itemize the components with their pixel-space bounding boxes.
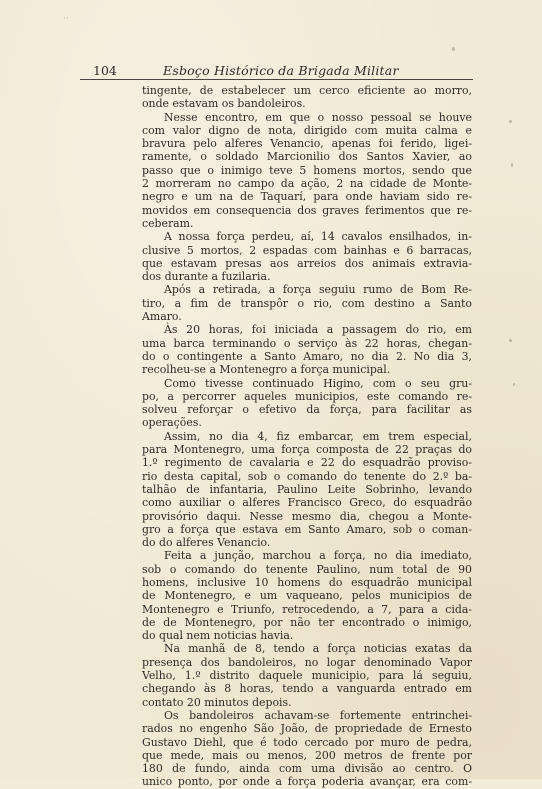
- text-line: ceberam.: [142, 216, 194, 230]
- text-line: que mede, mais ou menos, 200 metros de frente por: [142, 748, 472, 762]
- paper-blemish: ··: [63, 14, 69, 24]
- text-line: homens, inclusive 10 homens do esquadrão municipal: [142, 575, 472, 589]
- text-line: para Montenegro, uma força composta de 22 praças do: [142, 443, 472, 457]
- text-line: do o contingente a Santo Amaro, no dia 2. No dia 3,: [142, 349, 472, 363]
- text-line: onde estavam os bandoleiros.: [142, 97, 306, 111]
- text-line: uma barca terminando o serviço às 22 horas, chegan-: [142, 336, 472, 350]
- paper-speck: [509, 339, 512, 342]
- text-line: dos durante a fuzilaria.: [142, 270, 271, 284]
- text-line: Montenegro e Triunfo, retrocedendo, a 7, para a cida-: [142, 602, 472, 616]
- text-line: clusive 5 mortos, 2 espadas com bainhas e 6 barracas,: [142, 243, 472, 257]
- text-line: Amaro.: [142, 310, 182, 324]
- paragraph-first-line: Como tivesse continuado Higino, com o seu gru-: [164, 376, 472, 390]
- paragraph-first-line: Após a retirada, a força seguiu rumo de Bom Re-: [164, 283, 472, 297]
- paragraph-first-line: Às 20 horas, foi iniciada a passagem do rio, em: [164, 323, 472, 337]
- text-line: rados no engenho São João, de propriedade de Ernesto: [142, 722, 472, 736]
- text-line: do do alferes Venancio.: [142, 536, 271, 550]
- paragraph-first-line: Nesse encontro, em que o nosso pessoal se houve: [164, 110, 472, 124]
- page-header: [93, 63, 470, 79]
- text-line: 1.º regimento de cavalaria e 22 do esquadrão proviso-: [142, 456, 472, 470]
- text-line: do qual nem noticias havia.: [142, 629, 294, 643]
- text-line: de Montenegro, e um vaqueano, pelos municipios de: [142, 589, 472, 603]
- text-line: Gustavo Diehl, que é todo cercado por muro de pedra,: [142, 735, 472, 749]
- paragraph-first-line: A nossa força perdeu, aí, 14 cavalos ensilhados, in-: [164, 230, 472, 244]
- text-line: negro e um na de Taquarí, para onde haviam sido re-: [142, 190, 472, 204]
- text-line: talhão de infantaria, Paulino Leite Sobrinho, levando: [142, 482, 472, 496]
- text-line: como auxiliar o alferes Francisco Greco, do esquadrão: [142, 496, 472, 510]
- text-line: ramente, o soldado Marcionilio dos Santos Xavier, ao: [142, 150, 472, 164]
- text-line: bravura pelo alferes Venancio, apenas foi ferido, ligei-: [142, 137, 472, 151]
- text-line: sob o comando do tenente Paulino, num total de 90: [142, 562, 472, 576]
- text-line: operações.: [142, 416, 202, 430]
- paragraph-first-line: Os bandoleiros achavam-se fortemente entrinchei-: [164, 708, 472, 722]
- text-line: tingente, de estabelecer um cerco eficiente ao morro,: [142, 84, 472, 97]
- text-line: chegando às 8 horas, tendo a vanguarda entrado em: [142, 682, 472, 696]
- text-line: 2 morreram no campo da ação, 2 na cidade de Monte-: [142, 177, 472, 191]
- paper-speck: [513, 383, 515, 386]
- page-number: 104: [93, 63, 117, 78]
- text-line: 180 de fundo, ainda com uma divisão ao centro. O: [142, 762, 472, 776]
- paragraph-first-line: Assim, no dia 4, fiz embarcar, em trem especial,: [164, 429, 472, 443]
- text-line: presença dos bandoleiros, no logar denominado Vapor: [142, 655, 472, 669]
- text-line: que estavam presas aos arreios dos animais extravia-: [142, 256, 472, 270]
- paper-speck: [452, 47, 455, 51]
- text-line: gro a força que estava em Santo Amaro, sob o coman-: [142, 522, 472, 536]
- text-line: de de Montenegro, por não ter encontrado o inimigo,: [142, 615, 472, 629]
- text-line: recolheu-se a Montenegro a força municipal.: [142, 363, 391, 377]
- text-line: rio desta capital, sob o comando do tenente do 2.º ba-: [142, 469, 472, 483]
- header-rule: [80, 79, 473, 80]
- body-text: [142, 84, 472, 789]
- text-line: contato 20 minutos depois.: [142, 695, 292, 709]
- text-line: provisório daqui. Nesse mesmo dia, chegou a Monte-: [142, 509, 472, 523]
- paragraph-first-line: Na manhã de 8, tendo a força noticias exatas da: [164, 642, 472, 656]
- text-line: unico ponto, por onde a força poderia avançar, era com-: [142, 775, 472, 789]
- paragraph-first-line: Feita a junção, marchou a força, no dia imediato,: [164, 549, 472, 563]
- paper-speck: [509, 120, 512, 123]
- text-line: com valor digno de nota, dirigido com muita calma e: [142, 123, 472, 137]
- text-line: tiro, a fim de transpôr o rio, com destino a Santo: [142, 296, 472, 310]
- paper-speck: [511, 163, 513, 167]
- text-line: po, a percorrer aqueles municipios, este comando re-: [142, 389, 472, 403]
- text-line: movidos em consequencia dos graves ferimentos que re-: [142, 203, 472, 217]
- text-line: solveu reforçar o efetivo da força, para facilitar as: [142, 403, 472, 417]
- running-title: Esboço Histórico da Brigada Militar: [163, 63, 399, 78]
- text-line: passo que o inimigo teve 5 homens mortos, sendo que: [142, 163, 472, 177]
- text-line: Velho, 1.º distrito daquele municipio, para lá seguiu,: [142, 669, 472, 683]
